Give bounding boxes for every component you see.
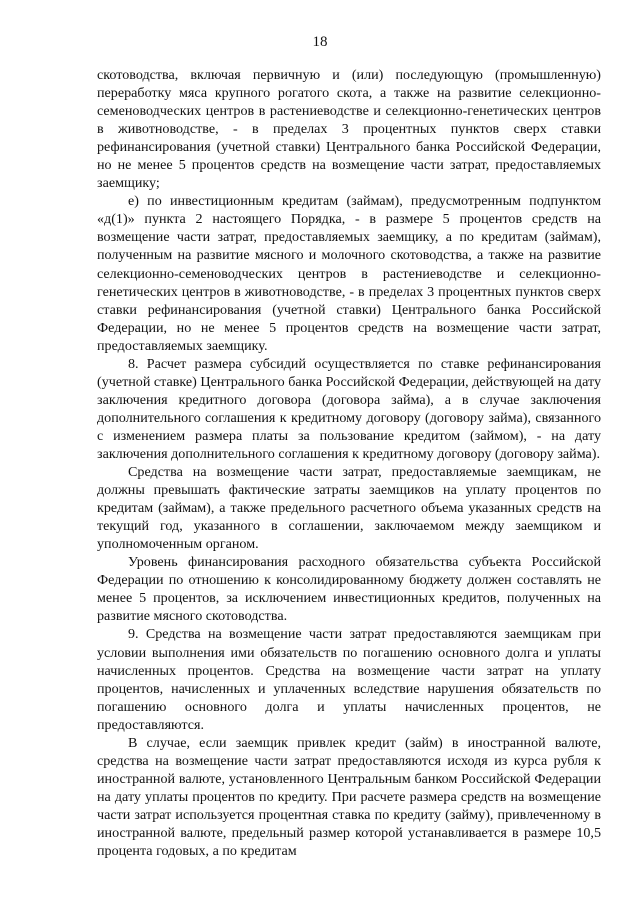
paragraph-subitem-e: е) по инвестиционным кредитам (займам), предусмотренным подпунктом «д(1)» пункта 2 настоящего Порядка, - в размере 5 процентов средств на возмещение части затрат, предоставляемых заемщику, а по кредитам (займам), полученным на развитие мясного и молочного скотоводства, а также на развитие селекционно-семеноводческих центров в растениеводстве и селекционно-генетических центров в животноводстве, - в пределах 3 процентных пунктов сверх ставки рефинансирования (учетной ставки) Центрального банка Российской Федерации, но не менее 5 процентов средств на возмещение части затрат, предоставляемых заемщику. — [97, 193, 601, 354]
paragraph-item-8: 8. Расчет размера субсидий осуществляется по ставке рефинансирования (учетной ставке) Центрального банка Российской Федерации, действующей на дату заключения кредитного договора (договора займа), а в случае заключения дополнительного соглашения к кредитному договору (договору займа), связанного с изменением размера платы за пользование кредитом (займом), - на дату заключения дополнительного соглашения к кредитному договору (договору займа). — [97, 355, 601, 462]
body-text — [97, 66, 601, 860]
paragraph-foreign-currency: В случае, если заемщик привлек кредит (займ) в иностранной валюте, средства на возмещение части затрат предоставляются исходя из курса рубля к иностранной валюте, установленного Центральным банком Российской Федерации на дату уплаты процентов по кредиту. При расчете размера средств на возмещение части затрат используется процентная ставка по кредиту (займу), привлеченному в иностранной валюте, предельный размер которой устанавливается в размере 10,5 процента годовых, а по кредитам — [97, 734, 601, 860]
page-number: 18 — [312, 34, 328, 50]
paragraph-funding-level: Уровень финансирования расходного обязательства субъекта Российской Федерации по отношению к консолидированному бюджету должен составлять не менее 5 процентов, за исключением инвестиционных кредитов, полученных на развитие мясного скотоводства. — [97, 554, 601, 625]
paragraph-compensation-limit: Средства на возмещение части затрат, предоставляемые заемщикам, не должны превышать фактические затраты заемщиков на уплату процентов по кредитам (займам), а также предельного расчетного объема указанных средств на текущий год, указанного в соглашении, заключаемом между заемщиком и уполномоченным органом. — [97, 464, 601, 553]
paragraph-item-9: 9. Средства на возмещение части затрат предоставляются заемщикам при условии выполнения ими обязательств по погашению основного долга и уплаты начисленных процентов. Средства на возмещение части затрат на уплату процентов, начисленных и уплаченных вследствие нарушения обязательств по погашению основного долга и уплаты начисленных процентов, не предоставляются. — [97, 626, 601, 733]
paragraph-continuation: скотоводства, включая первичную и (или) последующую (промышленную) переработку мяса крупного рогатого скота, а также на развитие селекционно-семеноводческих центров в растениеводстве и селекционно-генетических центров в животноводстве, - в пределах 3 процентных пунктов сверх ставки рефинансирования (учетной ставки) Центрального банка Российской Федерации, но не менее 5 процентов средств на возмещение части затрат, предоставляемых заемщику; — [97, 67, 601, 192]
